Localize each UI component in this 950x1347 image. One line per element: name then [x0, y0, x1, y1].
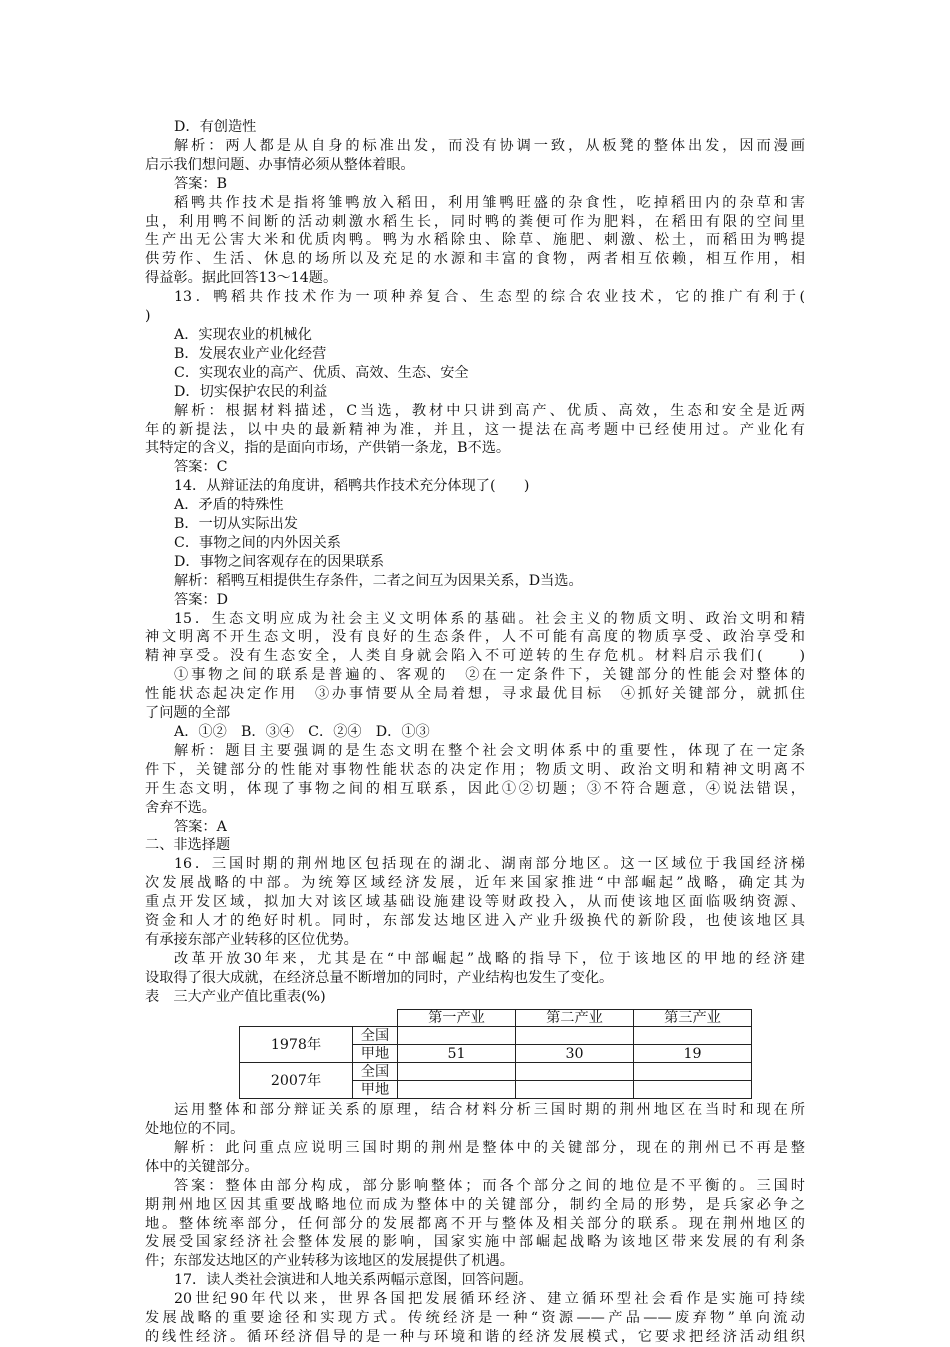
option-b: B．发展农业产业化经营: [174, 345, 327, 362]
answer-text: 答案：B: [174, 175, 227, 192]
table-header-cell: 第三产业: [634, 1009, 752, 1027]
table-region-cell: 甲地: [353, 1045, 398, 1063]
analysis-text: 解析：题目主要强调的是生态文明在整个社会文明体系中的重要性，体现了在一定条: [174, 742, 805, 759]
analysis-text: 件下，关键部分的性能对事物性能状态的决定作用；物质文明、政治文明和精神文明离不: [145, 761, 805, 778]
table-cell: [398, 1063, 516, 1081]
document-body: [145, 118, 805, 1347]
table-cell: [516, 1027, 634, 1045]
question-17: 17．读人类社会演进和人地关系两幅示意图，回答问题。: [174, 1272, 533, 1289]
table-caption: 表 三大产业产值比重表(%): [145, 988, 326, 1005]
table-row: [240, 1027, 752, 1045]
question-15: 神文明离不开生态文明，没有良好的生态条件，人不可能有高度的物质享受、政治享受和: [145, 629, 805, 646]
analysis-text: 启示我们想问题、办事情必须从整体着眼。: [145, 156, 415, 173]
question-14: 14．从辩证法的角度讲，稻鸭共作技术充分体现了( ): [174, 478, 530, 495]
question-15-statements: ①事物之间的联系是普遍的、客观的 ②在一定条件下，关键部分的性能会对整体的: [174, 667, 805, 684]
question-16: 重点开发区域，拟加大对该区域基础设施建设等财政投入，从而使该地区面临吸纳资源、: [145, 894, 805, 911]
answer-text: 答案：A: [174, 818, 227, 835]
table-corner-cell: [240, 1009, 398, 1027]
question-16: 16．三国时期的荆州地区包括现在的湖北、湖南部分地区。这一区域位于我国经济梯: [174, 856, 805, 873]
answer-text: 答案：整体由部分构成，部分影响整体；而各个部分之间的地位是不平衡的。三国时: [174, 1177, 805, 1194]
material-text: 供劳作、生活、休息的场所以及充足的水源和丰富的食物，两者相互依赖，相互作用，相: [145, 251, 805, 268]
table-region-cell: 全国: [353, 1027, 398, 1045]
table-cell: 30: [516, 1045, 634, 1063]
question-17-material: 的线性经济。循环经济倡导的是一种与环境和谐的经济发展模式，它要求把经济活动组织: [145, 1328, 805, 1345]
table-year-cell: 1978年: [240, 1027, 353, 1063]
table-region-cell: 全国: [353, 1063, 398, 1081]
section-heading: 二、非选择题: [145, 837, 231, 854]
table-cell: [634, 1027, 752, 1045]
answer-text: 答案：C: [174, 459, 228, 476]
question-15: 精神享受。没有生态安全，人类自身就会陷入不可逆转的生存危机。材料启示我们( ): [145, 648, 805, 665]
table-cell: [516, 1081, 634, 1099]
option-b: B．一切从实际出发: [174, 516, 298, 533]
table-cell: [398, 1027, 516, 1045]
question-16-task: 处地位的不同。: [145, 1121, 245, 1137]
table-cell: 19: [634, 1045, 752, 1063]
analysis-text: 体中的关键部分。: [145, 1158, 259, 1175]
question-15-statements: 性能状态起决定作用 ③办事情要从全局着想，寻求最优目标 ④抓好关键部分，就抓住: [145, 686, 805, 703]
analysis-text: 舍弃不选。: [145, 799, 216, 816]
material-text: 生产出无公害大米和优质肉鸭。鸭为水稻除虫、除草、施肥、刺激、松土，而稻田为鸭提: [145, 232, 805, 249]
analysis-text: 其特定的含义，指的是面向市场，产供销一条龙，B不选。: [145, 440, 511, 457]
question-16: 设取得了很大成就，在经济总量不断增加的同时，产业结构也发生了变化。: [145, 969, 614, 986]
industry-ratio-table: [239, 1009, 752, 1100]
option-d: D．切实保护农民的利益: [174, 383, 328, 400]
question-16-task: 运用整体和部分辩证关系的原理，结合材料分析三国时期的荆州地区在当时和现在所: [174, 1102, 805, 1119]
table-header-cell: 第一产业: [398, 1009, 516, 1027]
answer-text: 地。整体统率部分，任何部分的发展都离不开与整体及相关部分的联系。现在荆州地区的: [145, 1215, 805, 1232]
table-year-cell: 2007年: [240, 1063, 353, 1099]
material-text: 虫，利用鸭不间断的活动刺激水稻生长，同时鸭的粪便可作为肥料，在稻田有限的空间里: [145, 213, 805, 230]
answer-text: 发展受国家经济社会整体发展的影响，国家实施中部崛起战略为该地区带来发展的有利条: [145, 1234, 805, 1251]
table-cell: [634, 1063, 752, 1081]
question-17-material: 20世纪90年代以来，世界各国把发展循环经济、建立循环型社会看作是实施可持续: [174, 1291, 805, 1308]
question-16: 改革开放30年来，尤其是在“中部崛起”战略的指导下，位于该地区的甲地的经济建: [174, 950, 805, 967]
option-d: D．事物之间客观存在的因果联系: [174, 553, 385, 570]
analysis-text: 年的新提法，以中央的最新精神为准，并且，这一提法在高考题中已经使用过。产业化有: [145, 421, 805, 438]
answer-text: 答案：D: [174, 591, 228, 608]
analysis-text: 解析：根据材料描述，C当选，教材中只讲到高产、优质、高效，生态和安全是近两: [174, 402, 805, 419]
question-13-paren: ): [145, 308, 151, 325]
option-d: D．有创造性: [174, 119, 257, 135]
answer-text: 件；东部发达地区的产业转移为该地区的发展提供了机遇。: [145, 1253, 514, 1270]
table-header-cell: 第二产业: [516, 1009, 634, 1027]
option-c: C．实现农业的高产、优质、高效、生态、安全: [174, 364, 469, 381]
question-15: 15．生态文明应成为社会主义文明体系的基础。社会主义的物质文明、政治文明和精: [174, 610, 805, 627]
table-cell: [634, 1081, 752, 1099]
table-cell: [516, 1063, 634, 1081]
table-row: [240, 1063, 752, 1081]
question-16: 资金和人才的绝好时机。同时，东部发达地区进入产业升级换代的新阶段，也使该地区具: [145, 913, 805, 930]
question-15-options: A．①② B．③④ C．②④ D．①③: [174, 724, 430, 740]
question-16: 次发展战略的中部。为统筹区域经济发展，近年来国家推进“中部崛起”战略，确定其为: [145, 875, 805, 892]
material-text: 稻鸭共作技术是指将雏鸭放入稻田，利用雏鸭旺盛的杂食性，吃掉稻田内的杂草和害: [174, 194, 805, 211]
analysis-text: 开生态文明，体现了事物之间的相互联系，因此①②切题；③不符合题意，④说法错误，: [145, 780, 805, 797]
table-cell: [398, 1081, 516, 1099]
table-header-row: [240, 1009, 752, 1027]
question-15-statements: 了问题的全部: [145, 705, 231, 722]
table-cell: 51: [398, 1045, 516, 1063]
answer-text: 期荆州地区因其重要战略地位而成为整体中的关键部分，制约全局的形势，是兵家必争之: [145, 1196, 805, 1213]
option-a: A．矛盾的特殊性: [174, 497, 284, 514]
analysis-text: 解析：此问重点应说明三国时期的荆州是整体中的关键部分，现在的荆州已不再是整: [174, 1139, 805, 1156]
question-13: 13．鸭稻共作技术作为一项种养复合、生态型的综合农业技术，它的推广有利于(: [174, 289, 805, 306]
option-a: A．实现农业的机械化: [174, 326, 312, 343]
material-text: 得益彰。据此回答13～14题。: [145, 270, 338, 287]
analysis-text: 解析：两人都是从自身的标准出发，而没有协调一致，从板凳的整体出发，因而漫画: [174, 137, 805, 154]
question-17-material: 发展战略的重要途径和实现方式。传统经济是一种“资源——产品——废弃物”单向流动: [145, 1310, 805, 1327]
table-region-cell: 甲地: [353, 1081, 398, 1099]
question-16: 有承接东部产业转移的区位优势。: [145, 931, 358, 948]
analysis-text: 解析：稻鸭互相提供生存条件，二者之间互为因果关系，D当选。: [174, 572, 583, 589]
option-c: C．事物之间的内外因关系: [174, 534, 341, 551]
